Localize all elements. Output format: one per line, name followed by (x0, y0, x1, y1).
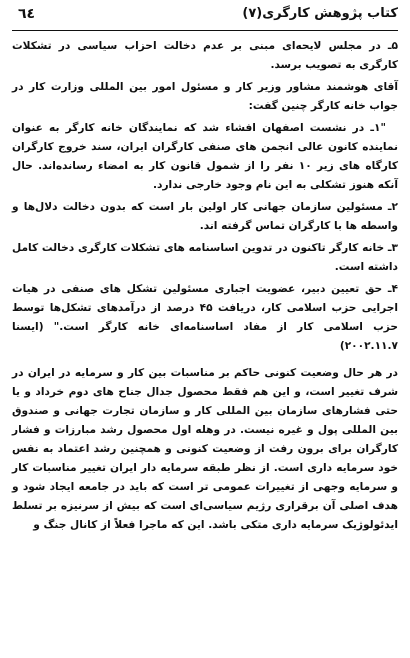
quote-point-4: ۴ـ حق تعیین دبیر، عضویت اجباری مسئولین تشکل های صنفی در هیات اجرایی حزب اسلامی کار، دریافت ۴۵ درصد از درآمدهای تشکل‌ها توسط حزب اسلامی کار از مفاد اساسنامه‌ای خانه کارگر است." (ایسنا ۲۰۰۲.۱۱.۷) (12, 283, 398, 352)
document-body (12, 37, 398, 535)
paragraph-analysis: در هر حال وضعیت کنونی حاکم بر مناسبات بین کار و سرمایه در ایران در شرف تغییر است، و این هم فقط محصول جدال جناح های دوم خرداد و یا حتی فشارهای سازمان بین المللی کار و سازمان تجارت جهانی و صندوق بین المللی پول و غیره نیست. در وهله اول محصول رشد مبارزات و فشار کارگران برای برون رفت از وضعیت کنونی و همچنین رشد اعتماد به نفس خود سرمایه داری است. از نظر طبقه سرمایه دار ایران تغییر مناسبات کار و سرمایه وجهی از تغییرات عمومی تر است که باید در جامعه ایجاد شود و هدف اصلی آن برقراری رژیم سیاسی‌ای است که بیش از سرنیزه بر تسلط ایدئولوژیک سرمایه داری متکی باشد. این که ماجرا فعلاً از کانال جنگ و (12, 367, 398, 531)
quote-point-1: "۱ـ در نشست اصفهان افشاء شد که نمایندگان خانه کارگر به عنوان نماینده کانون عالی انجمن های صنفی کارگران ایران، سند خروج کارگران کارگاه های زیر ۱۰ نفر را از شمول قانون کار به امضاء رسانده‌اند. حال آنکه هنوز تشکلی به این نام وجود خارجی ندارد. (12, 122, 398, 191)
book-title: کتاب پژوهش کارگری(۷) (242, 6, 398, 21)
page-number: ٦٤ (18, 6, 36, 22)
paragraph-intro-hooshmand: آقای هوشمند مشاور وزیر کار و مسئول امور بین المللی وزارت کار در جواب خانه کارگر چنین گفت: (12, 81, 398, 112)
paragraph-item-5: ۵ـ در مجلس لایحه‌ای مبنی بر عدم دخالت احزاب سیاسی در تشکلات کارگری به تصویب برسد. (12, 40, 398, 71)
quote-point-3: ۳ـ خانه کارگر تاکنون در تدوین اساسنامه های تشکلات کارگری دخالت کامل داشته است. (12, 242, 398, 273)
page-header (12, 0, 398, 31)
quote-point-2: ۲ـ مسئولین سازمان جهانی کار اولین بار است که بدون دخالت دلال‌ها و واسطه ها با کارگران تماس گرفته اند. (12, 201, 398, 232)
